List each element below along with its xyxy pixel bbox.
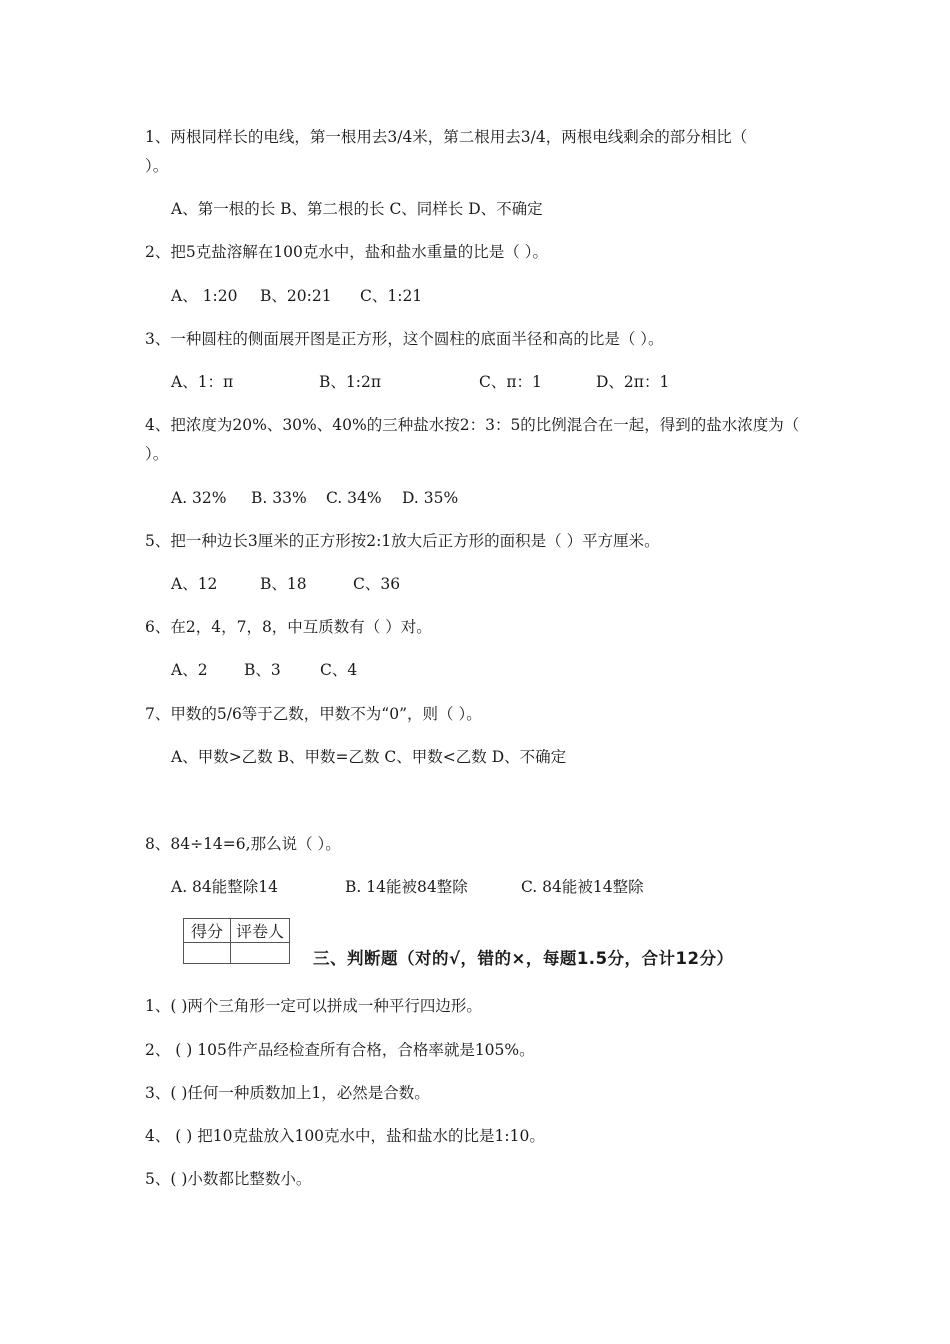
question-3-text: 3、一种圆柱的侧面展开图是正方形，这个圆柱的底面半径和高的比是（ ）。 xyxy=(145,330,664,348)
option-b: B、20:21 xyxy=(260,287,332,305)
judge-item-3: 3、( )任何一种质数加上1，必然是合数。 xyxy=(145,1084,430,1102)
question-1-options xyxy=(171,199,543,219)
judge-item-1: 1、( )两个三角形一定可以拼成一种平行四边形。 xyxy=(145,997,482,1015)
option-d: D. 35% xyxy=(402,489,459,507)
grader-header: 评卷人 xyxy=(231,919,290,943)
question-5-options xyxy=(171,574,400,594)
option-b: B. 33% xyxy=(251,489,307,507)
question-7-text: 7、甲数的5/6等于乙数，甲数不为“0”，则（ ）。 xyxy=(145,705,482,723)
option-c: C、4 xyxy=(320,661,358,679)
question-4-text-cont: ）。 xyxy=(145,445,169,463)
option-a: A、1：π xyxy=(171,373,234,391)
question-8-text: 8、84÷14=6,那么说（ ）。 xyxy=(145,835,341,853)
question-7-options xyxy=(171,747,566,767)
option-b: B、1:2π xyxy=(319,373,382,391)
score-header: 得分 xyxy=(184,919,231,943)
question-5-text: 5、把一种边长3厘米的正方形按2:1放大后正方形的面积是（ ）平方厘米。 xyxy=(145,532,660,550)
option-c: C、1:21 xyxy=(360,287,423,305)
question-6-text: 6、在2，4，7，8，中互质数有（ ）对。 xyxy=(145,618,432,636)
option-c: C. 34% xyxy=(326,489,382,507)
question-4-options xyxy=(171,488,458,508)
score-cell xyxy=(184,943,231,964)
option: A、甲数>乙数 B、甲数=乙数 C、甲数<乙数 D、不确定 xyxy=(171,748,567,766)
option-c: C. 84能被14整除 xyxy=(521,878,644,896)
judge-item-5: 5、( )小数都比整数小。 xyxy=(145,1170,312,1188)
question-8-options xyxy=(171,877,644,897)
option-b: B、3 xyxy=(244,661,281,679)
option-a: A. 32% xyxy=(171,489,227,507)
option: A、第一根的长 B、第二根的长 C、同样长 D、不确定 xyxy=(171,200,543,218)
option-c: C、36 xyxy=(353,575,401,593)
option-b: B. 14能被84整除 xyxy=(345,878,468,896)
score-table xyxy=(183,918,290,964)
option-a: A、12 xyxy=(171,575,218,593)
option-b: B、18 xyxy=(260,575,307,593)
section-3-title: 三、判断题（对的√，错的×，每题1.5分，合计12分） xyxy=(313,949,734,968)
option-a: A、2 xyxy=(171,661,208,679)
question-2-options xyxy=(171,286,422,306)
question-3-options xyxy=(171,372,669,392)
judge-item-2: 2、 ( ) 105件产品经检查所有合格，合格率就是105%。 xyxy=(145,1041,535,1059)
question-1-text: 1、两根同样长的电线，第一根用去3/4米，第二根用去3/4，两根电线剩余的部分相比（ xyxy=(145,128,748,146)
grader-cell xyxy=(231,943,290,964)
option-d: D、2π：1 xyxy=(596,373,670,391)
option-c: C、π：1 xyxy=(479,373,542,391)
question-4-text: 4、把浓度为20%、30%、40%的三种盐水按2：3：5的比例混合在一起，得到的盐水浓度为（ xyxy=(145,416,800,434)
question-2-text: 2、把5克盐溶解在100克水中，盐和盐水重量的比是（ ）。 xyxy=(145,243,548,261)
option-a: A. 84能整除14 xyxy=(171,878,278,896)
judge-item-4: 4、 ( ) 把10克盐放入100克水中，盐和盐水的比是1:10。 xyxy=(145,1127,545,1145)
question-1-text-cont: ）。 xyxy=(145,157,169,175)
question-6-options xyxy=(171,660,357,680)
option-a: A、 1:20 xyxy=(171,287,238,305)
